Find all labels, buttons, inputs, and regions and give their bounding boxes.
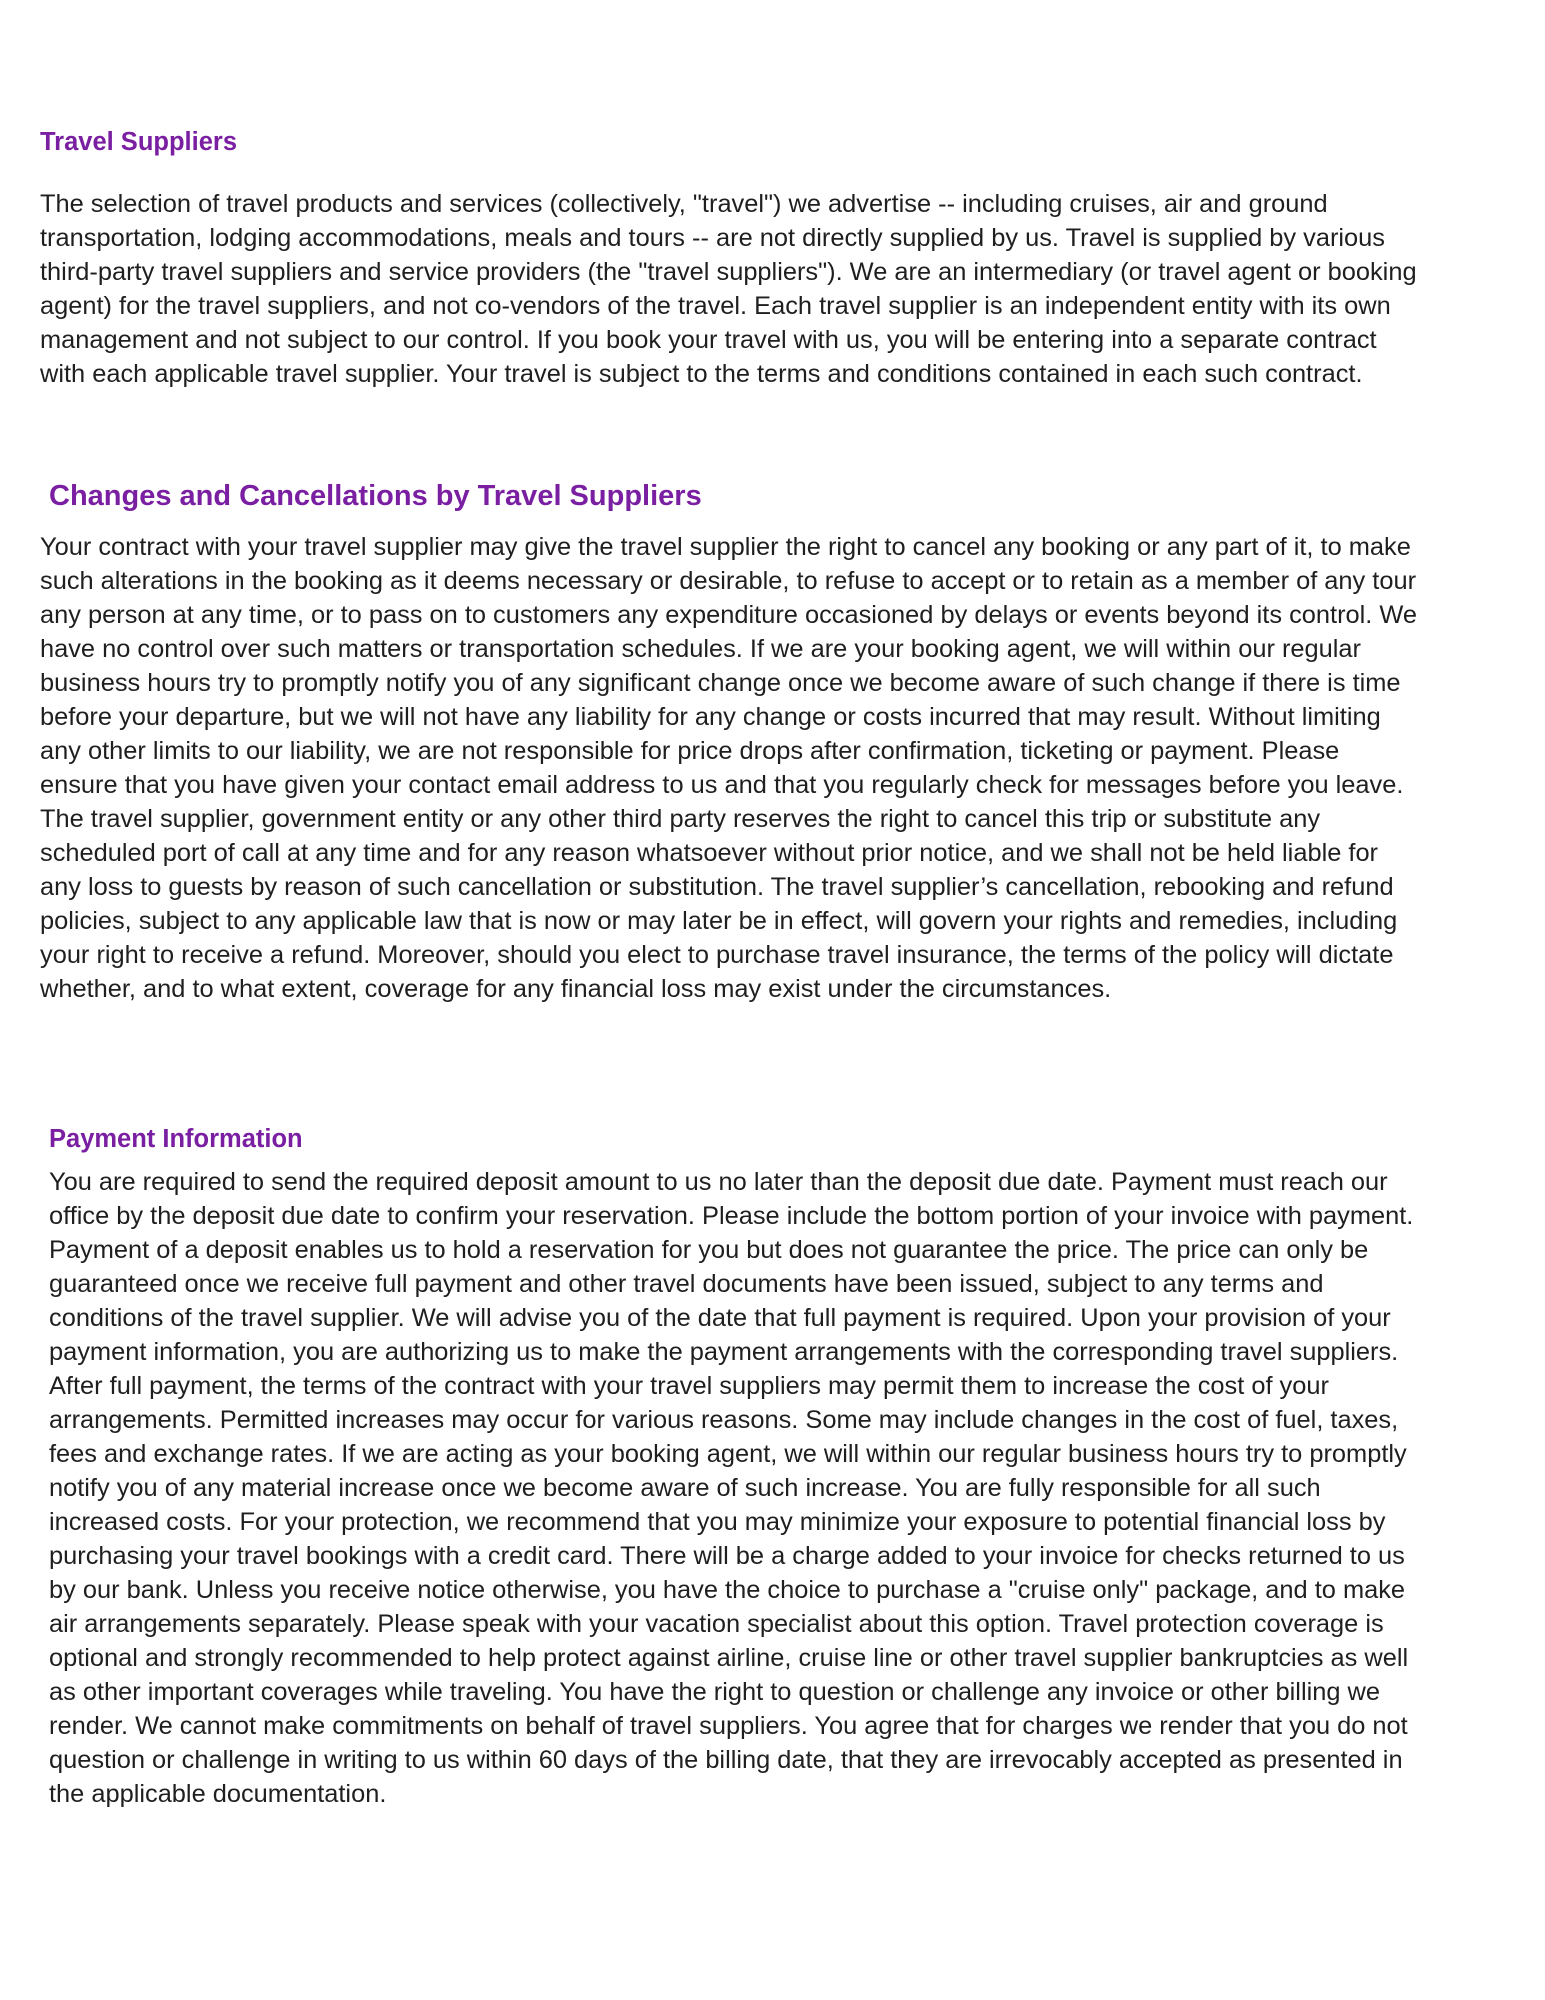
section-heading-payment-information: Payment Information — [49, 1125, 303, 1153]
section-body-changes-cancellations: Your contract with your travel supplier may give the travel supplier the right to cancel any booking or any part of it, to make such alterations in the booking as it deems necessary or desirable, to refuse to accept or to retain as a member of any tour any person at any time, or to pass on to customers any expenditure occasioned by delays or events beyond its control. We have no control over such matters or transportation schedules. If we are your booking agent, we will within our regular business hours try to promptly notify you of any significant change once we become aware of such change if there is time before your departure, but we will not have any liability for any change or costs incurred that may result. Without limiting any other limits to our liability, we are not responsible for price drops after confirmation, ticketing or payment. Please ensure that you have given your contact email address to us and that you regularly check for messages before you leave. The travel supplier, government entity or any other third party reserves the right to cancel this trip or substitute any scheduled port of call at any time and for any reason whatsoever without prior notice, and we shall not be held liable for any loss to guests by reason of such cancellation or substitution. The travel supplier’s cancellation, rebooking and refund policies, subject to any applicable law that is now or may later be in effect, will govern your rights and remedies, including your right to receive a refund. Moreover, should you elect to purchase travel insurance, the terms of the policy will dictate whether, and to what extent, coverage for any financial loss may exist under the circumstances. — [40, 533, 1418, 1003]
section-body-payment-information: You are required to send the required deposit amount to us no later than the deposit due date. Payment must reach our office by the deposit due date to confirm your reservation. Please include the bottom portion of your invoice with payment. Payment of a deposit enables us to hold a reservation for you but does not guarantee the price. The price can only be guaranteed once we receive full payment and other travel documents have been issued, subject to any terms and conditions of the travel supplier. We will advise you of the date that full payment is required. Upon your provision of your payment information, you are authorizing us to make the payment arrangements with the corresponding travel suppliers. After full payment, the terms of the contract with your travel suppliers may permit them to increase the cost of your arrangements. Permitted increases may occur for various reasons. Some may include changes in the cost of fuel, taxes, fees and exchange rates. If we are acting as your booking agent, we will within our regular business hours try to promptly notify you of any material increase once we become aware of such increase. You are fully responsible for all such increased costs. For your protection, we recommend that you may minimize your exposure to potential financial loss by purchasing your travel bookings with a credit card. There will be a charge added to your invoice for checks returned to us by our bank. Unless you receive notice otherwise, you have the choice to purchase a "cruise only" package, and to make air arrangements separately. Please speak with your vacation specialist about this option. Travel protection coverage is optional and strongly recommended to help protect against airline, cruise line or other travel supplier bankruptcies as well as other important coverages while traveling. You have the right to question or challenge any invoice or other billing we render. We cannot make commitments on behalf of travel suppliers. You agree that for charges we render that you do not question or challenge in writing to us within 60 days of the billing date, that they are irrevocably accepted as presented in the applicable documentation. — [49, 1168, 1414, 1808]
section-heading-travel-suppliers: Travel Suppliers — [40, 128, 238, 156]
section-body-travel-suppliers: The selection of travel products and services (collectively, "travel") we advertise -- including cruises, air and ground transportation, lodging accommodations, meals and tours -- are not directly supplied by us. Travel is supplied by various third-party travel suppliers and service providers (the "travel suppliers"). We are an intermediary (or travel agent or booking agent) for the travel suppliers, and not co-vendors of the travel. Each travel supplier is an independent entity with its own management and not subject to our control. If you book your travel with us, you will be entering into a separate contract with each applicable travel supplier. Your travel is subject to the terms and conditions contained in each such contract. — [40, 190, 1417, 388]
section-heading-changes-cancellations: Changes and Cancellations by Travel Suppliers — [49, 480, 702, 512]
